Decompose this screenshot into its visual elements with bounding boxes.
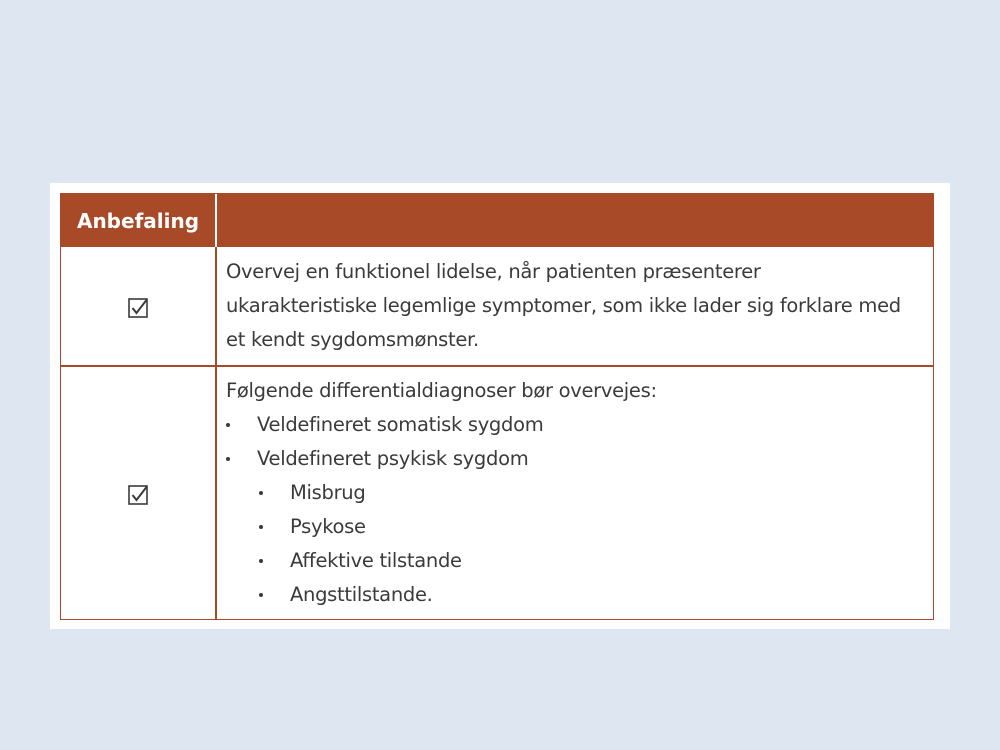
checkbox-checked-icon [128, 298, 148, 318]
row-2-text [226, 374, 923, 612]
row-1-line: Overvej en funktionel lidelse, når patienten præsenterer [226, 260, 761, 283]
bullet-icon [259, 593, 263, 597]
bullet-icon [259, 559, 263, 563]
sub-list-item [226, 578, 923, 612]
row-1-line: et kendt sygdomsmønster. [226, 328, 479, 351]
sub-list-item-text: Angsttilstande. [290, 583, 433, 606]
sub-list-item [226, 476, 923, 510]
list-item [226, 408, 923, 442]
table-header [61, 194, 933, 247]
bullet-icon [226, 423, 230, 427]
row-divider [61, 365, 933, 367]
checkbox-checked-icon [128, 485, 148, 505]
bullet-icon [259, 525, 263, 529]
sub-list-item [226, 544, 923, 578]
row-1-text [226, 255, 923, 357]
recommendation-card [50, 183, 950, 629]
sub-list-item-text: Psykose [290, 515, 366, 538]
row-1-line: ukarakteristiske legemlige symptomer, som ikke lader sig forklare med [226, 294, 901, 317]
column-divider [215, 194, 217, 619]
row-2-intro: Følgende differentialdiagnoser bør overvejes: [226, 379, 657, 402]
header-column-divider [215, 194, 217, 247]
list-item-text: Veldefineret somatisk sygdom [257, 413, 544, 436]
sub-list-item [226, 510, 923, 544]
header-label: Anbefaling [76, 208, 200, 233]
sub-list-item-text: Misbrug [290, 481, 366, 504]
list-item [226, 442, 923, 476]
bullet-icon [226, 457, 230, 461]
sub-list-item-text: Affektive tilstande [290, 549, 462, 572]
list-item-text: Veldefineret psykisk sygdom [257, 447, 529, 470]
recommendation-table [60, 193, 934, 620]
bullet-icon [259, 491, 263, 495]
